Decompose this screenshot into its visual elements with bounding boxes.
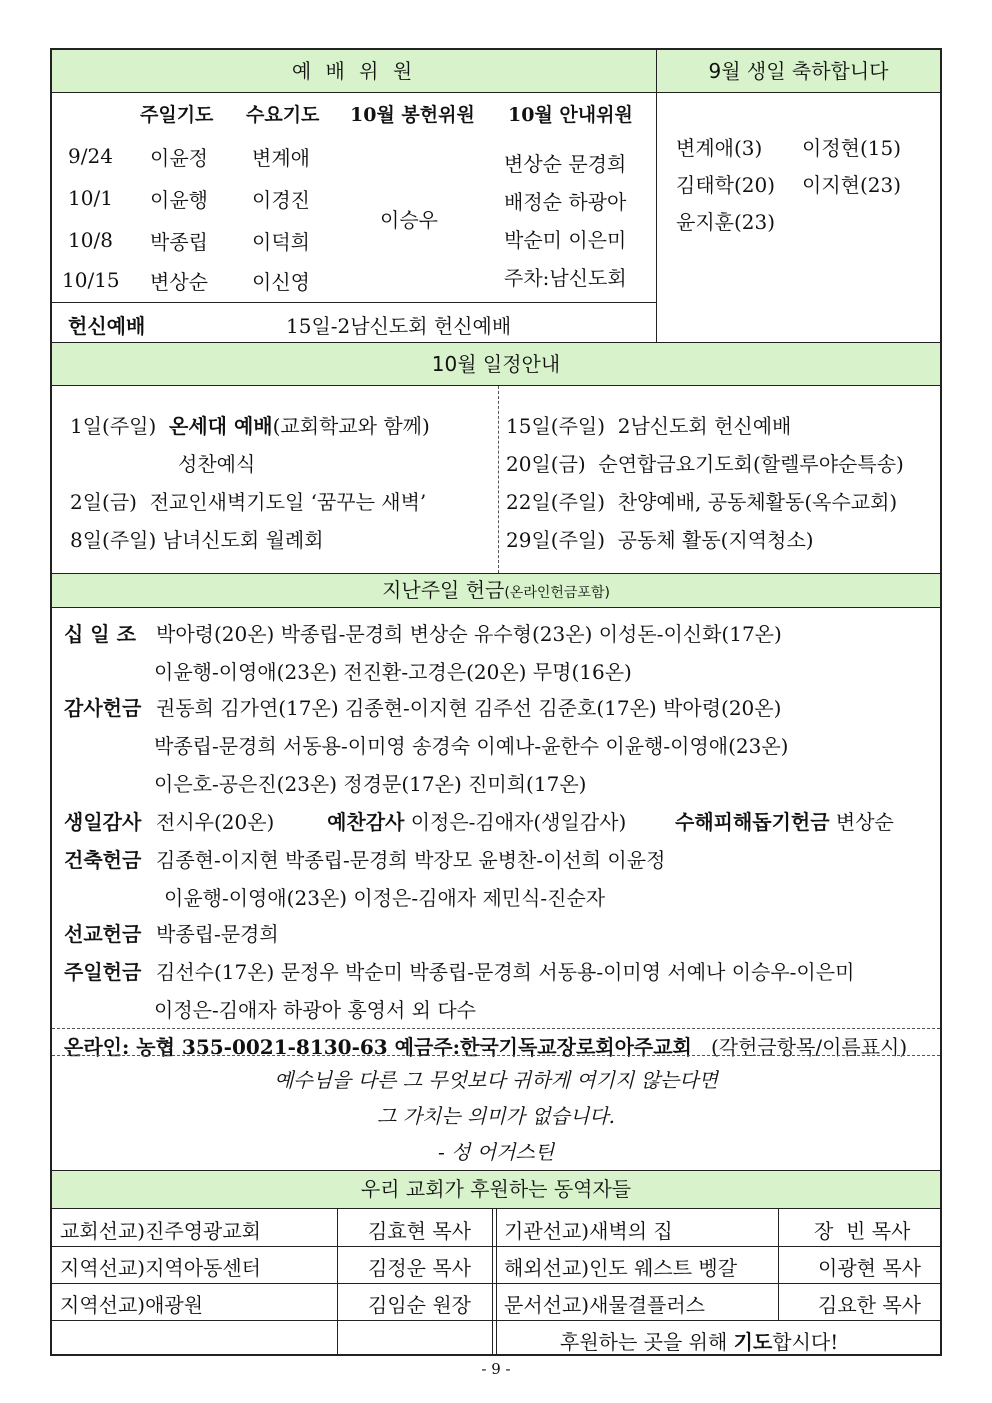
birthday-name: 이정현(15) <box>802 136 902 160</box>
col-header-usher: 10월 안내위원 <box>508 104 633 126</box>
dedication-text: 15일-2남신도회 헌신예배 <box>286 314 512 338</box>
usher-line: 주차:남신도회 <box>504 266 627 290</box>
mission-line: 선교헌금 박종립-문경희 <box>64 922 279 946</box>
thanks-line: 감사헌금 권동희 김가연(17온) 김종현-이지현 김주선 김준호(17온) 박아령(20온) <box>64 696 782 720</box>
support-header: 우리 교회가 후원하는 동역자들 <box>52 1171 940 1208</box>
quote-line: 그 가치는 의미가 없습니다. <box>377 1104 615 1128</box>
offering-header: 지난주일 헌금(온라인헌금포함) <box>52 574 940 607</box>
birthday-name: 윤지훈(23) <box>676 210 776 234</box>
support-person: 김효현 목사 <box>368 1219 471 1243</box>
tithe-line: 이윤행-이영애(23온) 전진환-고경은(20온) 무명(16온) <box>154 660 632 684</box>
online-account: 온라인: 농협 355-0021-8130-63 예금주:한국기독교장로회아주교회 (각헌금항목/이름표시) <box>64 1035 908 1059</box>
prayer-request: 후원하는 곳을 위해 기도합시다! <box>560 1330 839 1354</box>
col-header-wednesday-prayer: 수요기도 <box>246 104 320 126</box>
worship-wednesday-prayer: 이신영 <box>252 270 310 294</box>
schedule-item: 8일(주일) 남녀신도회 월례회 <box>70 528 324 552</box>
usher-line: 박순미 이은미 <box>504 228 627 252</box>
support-person: 김요한 목사 <box>818 1293 921 1317</box>
tithe-line: 십 일 조 박아령(20온) 박종립-문경희 변상순 유수형(23온) 이성돈-이신화(17온) <box>64 622 782 646</box>
support-place: 교회선교)진주영광교회 <box>60 1219 262 1243</box>
worship-wednesday-prayer: 이덕희 <box>252 230 310 254</box>
birthday-name: 변계애(3) <box>676 136 763 160</box>
offering-member: 이승우 <box>380 208 438 232</box>
schedule-item: 성찬예식 <box>178 452 256 476</box>
quote-line: 예수님을 다른 그 무엇보다 귀하게 여기지 않는다면 <box>274 1068 718 1092</box>
worship-date: 9/24 <box>68 144 113 168</box>
bulletin-page <box>50 48 942 1356</box>
schedule-item: 29일(주일) 공동체 활동(지역청소) <box>506 528 814 552</box>
thanks-line: 박종립-문경희 서동용-이미영 송경숙 이예나-윤한수 이윤행-이영애(23온) <box>154 734 789 758</box>
worship-date: 10/8 <box>68 228 113 252</box>
sunday-offering-line: 이정은-김애자 하광아 홍영서 외 다수 <box>154 998 476 1022</box>
worship-wednesday-prayer: 변계애 <box>252 146 310 170</box>
schedule-header: 10월 일정안내 <box>52 343 940 385</box>
schedule-item: 1일(주일) 온세대 예배(교회학교와 함께) <box>70 414 430 438</box>
birthday-header: 9월 생일 축하합니다 <box>657 50 940 92</box>
worship-date: 10/15 <box>62 268 120 292</box>
quote-author: - 성 어거스틴 <box>437 1140 555 1164</box>
birthday-name: 이지현(23) <box>802 173 902 197</box>
page-number: - 9 - <box>481 1360 511 1378</box>
support-place: 기관선교)새벽의 집 <box>504 1219 673 1243</box>
schedule-item: 20일(금) 순연합금요기도회(할렐루야순특송) <box>506 452 904 476</box>
support-place: 지역선교)애광원 <box>60 1293 204 1317</box>
thanks-line: 이은호-공은진(23온) 정경문(17온) 진미희(17온) <box>154 772 587 796</box>
birthday-name: 김태학(20) <box>676 173 776 197</box>
support-place: 해외선교)인도 웨스트 벵갈 <box>504 1256 738 1280</box>
worship-date: 10/1 <box>68 186 113 210</box>
support-person: 김임순 원장 <box>368 1293 471 1317</box>
worship-sunday-prayer: 이윤행 <box>150 188 208 212</box>
worship-sunday-prayer: 박종립 <box>150 230 208 254</box>
support-person: 김정운 목사 <box>368 1256 471 1280</box>
schedule-item: 22일(주일) 찬양예배, 공동체활동(옥수교회) <box>506 490 898 514</box>
col-header-offering: 10월 봉헌위원 <box>350 104 475 126</box>
worship-sunday-prayer: 변상순 <box>150 270 208 294</box>
schedule-item: 2일(금) 전교인새벽기도일 ‘꿈꾸는 새벽’ <box>70 490 427 514</box>
building-line: 건축헌금 김종현-이지현 박종립-문경희 박장모 윤병찬-이선희 이윤정 <box>64 848 666 872</box>
sunday-offering-line: 주일헌금 김선수(17온) 문정우 박순미 박종립-문경희 서동용-이미영 서예나 이승우-이은미 <box>64 960 855 984</box>
support-person: 이광현 목사 <box>818 1256 921 1280</box>
building-line: 이윤행-이영애(23온) 이정은-김애자 제민식-진순자 <box>164 886 606 910</box>
col-header-sunday-prayer: 주일기도 <box>140 104 214 126</box>
worship-sunday-prayer: 이윤정 <box>150 146 208 170</box>
schedule-item: 15일(주일) 2남신도회 헌신예배 <box>506 414 792 438</box>
support-place: 문서선교)새물결플러스 <box>504 1293 706 1317</box>
worship-header: 예 배 위 원 <box>52 50 656 92</box>
special-offering-line: 생일감사 전시우(20온) 예찬감사 이정은-김애자(생일감사) 수해피해돕기헌금 변상순 <box>64 810 894 834</box>
usher-line: 변상순 문경희 <box>504 152 627 176</box>
usher-line: 배정순 하광아 <box>504 190 627 214</box>
dedication-label: 헌신예배 <box>68 314 146 338</box>
worship-wednesday-prayer: 이경진 <box>252 188 310 212</box>
support-place: 지역선교)지역아동센터 <box>60 1256 262 1280</box>
support-person: 장 빈 목사 <box>814 1219 911 1243</box>
